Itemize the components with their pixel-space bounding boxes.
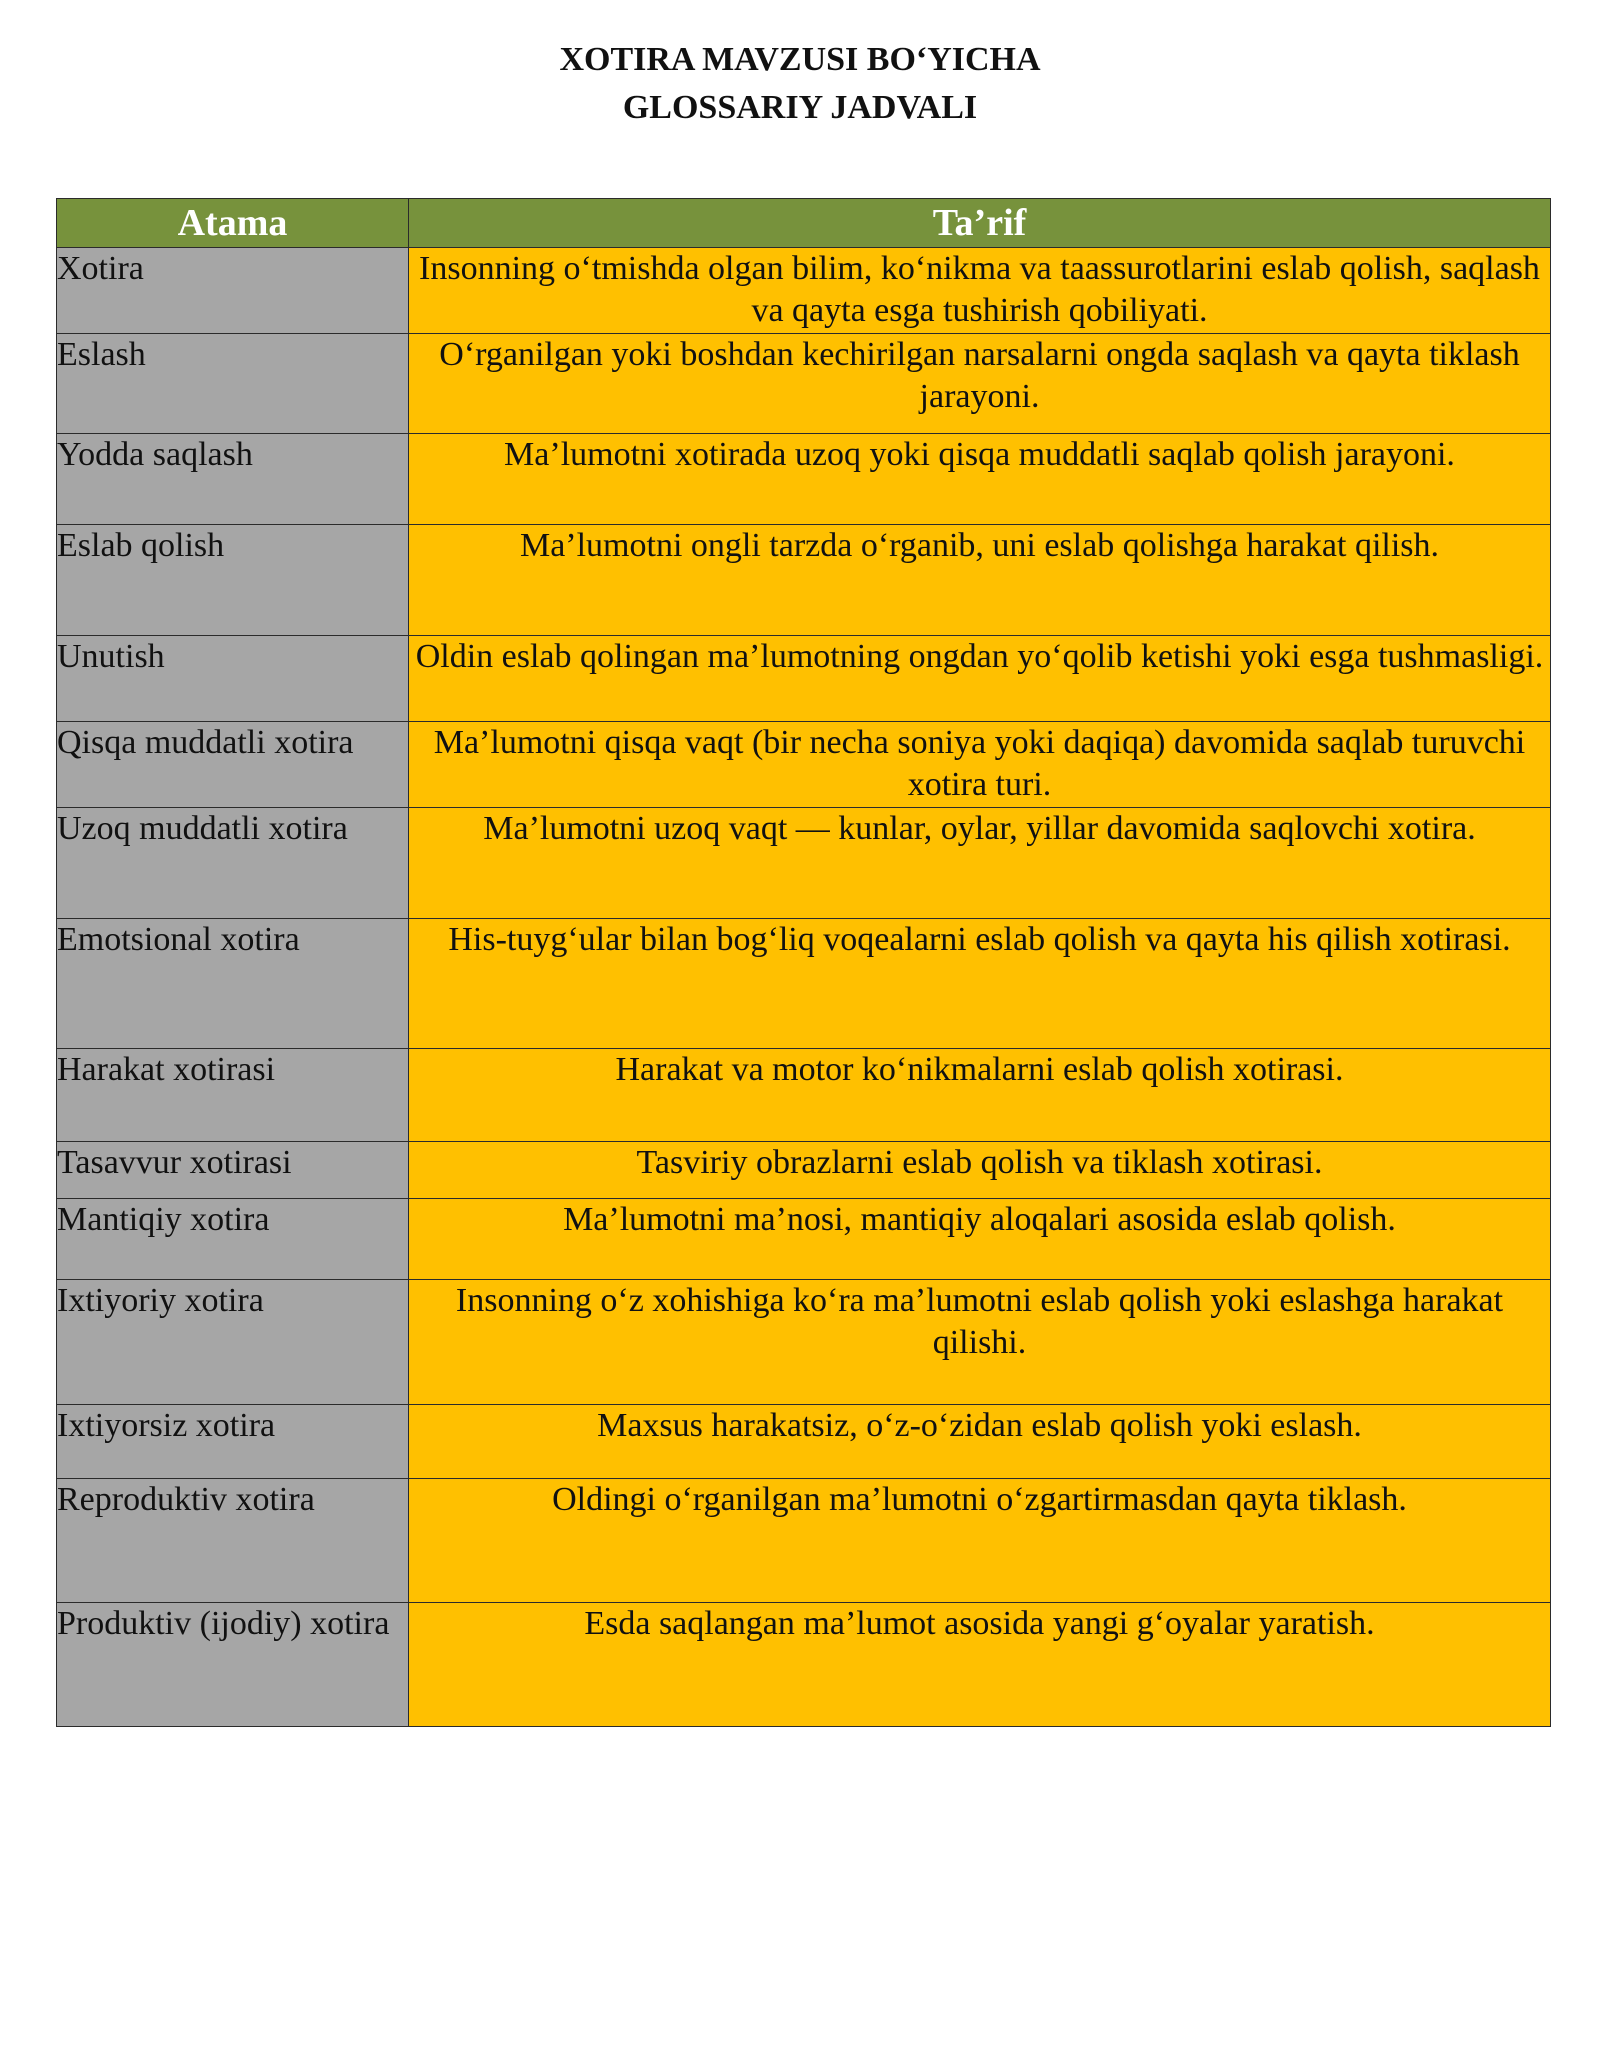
table-row (57, 722, 1551, 808)
header-term: Atama (57, 199, 409, 248)
definition-cell: Esda saqlangan ma’lumot asosida yangi g‘oyalar yaratish. (409, 1603, 1551, 1727)
table-row (57, 919, 1551, 1049)
term-cell: Emotsional xotira (57, 919, 409, 1049)
definition-cell: Insonning o‘tmishda olgan bilim, ko‘nikma va taassurotlarini eslab qolish, saqlash va qayta esga tushirish qobiliyati. (409, 248, 1551, 334)
term-cell: Xotira (57, 248, 409, 334)
header-definition: Ta’rif (409, 199, 1551, 248)
term-cell: Tasavvur xotirasi (57, 1142, 409, 1199)
definition-cell: Oldin eslab qolingan ma’lumotning ongdan yo‘qolib ketishi yoki esga tushmasligi. (409, 636, 1551, 722)
table-row (57, 636, 1551, 722)
definition-cell: O‘rganilgan yoki boshdan kechirilgan narsalarni ongda saqlash va qayta tiklash jarayoni. (409, 334, 1551, 434)
term-cell: Uzoq muddatli xotira (57, 808, 409, 919)
term-cell: Ixtiyoriy xotira (57, 1280, 409, 1405)
definition-cell: Ma’lumotni ongli tarzda o‘rganib, uni eslab qolishga harakat qilish. (409, 525, 1551, 636)
term-cell: Eslash (57, 334, 409, 434)
table-row (57, 248, 1551, 334)
table-row (57, 1405, 1551, 1479)
title-line-2: GLOSSARIY JADVALI (622, 89, 978, 126)
definition-cell: Harakat va motor ko‘nikmalarni eslab qolish xotirasi. (409, 1049, 1551, 1142)
table-row (57, 1280, 1551, 1405)
term-cell: Produktiv (ijodiy) xotira (57, 1603, 409, 1727)
table-row (57, 525, 1551, 636)
term-cell: Reproduktiv xotira (57, 1479, 409, 1603)
definition-cell: Ma’lumotni qisqa vaqt (bir necha soniya yoki daqiqa) davomida saqlab turuvchi xotira turi. (409, 722, 1551, 808)
definition-cell: Ma’lumotni uzoq vaqt — kunlar, oylar, yillar davomida saqlovchi xotira. (409, 808, 1551, 919)
definition-cell: His-tuyg‘ular bilan bog‘liq voqealarni eslab qolish va qayta his qilish xotirasi. (409, 919, 1551, 1049)
table-row (57, 1603, 1551, 1727)
term-cell: Eslab qolish (57, 525, 409, 636)
definition-cell: Ma’lumotni ma’nosi, mantiqiy aloqalari asosida eslab qolish. (409, 1199, 1551, 1280)
definition-cell: Oldingi o‘rganilgan ma’lumotni o‘zgartirmasdan qayta tiklash. (409, 1479, 1551, 1603)
page-title (0, 36, 1600, 132)
term-cell: Qisqa muddatli xotira (57, 722, 409, 808)
glossary-table (56, 198, 1551, 1727)
definition-cell: Insonning o‘z xohishiga ko‘ra ma’lumotni eslab qolish yoki eslashga harakat qilishi. (409, 1280, 1551, 1405)
term-cell: Harakat xotirasi (57, 1049, 409, 1142)
table-row (57, 334, 1551, 434)
table-row (57, 1049, 1551, 1142)
table-row (57, 1199, 1551, 1280)
term-cell: Yodda saqlash (57, 434, 409, 525)
term-cell: Mantiqiy xotira (57, 1199, 409, 1280)
table-row (57, 434, 1551, 525)
definition-cell: Tasviriy obrazlarni eslab qolish va tiklash xotirasi. (409, 1142, 1551, 1199)
term-cell: Ixtiyorsiz xotira (57, 1405, 409, 1479)
table-row (57, 808, 1551, 919)
definition-cell: Ma’lumotni xotirada uzoq yoki qisqa muddatli saqlab qolish jarayoni. (409, 434, 1551, 525)
table-header-row (57, 199, 1551, 248)
definition-cell: Maxsus harakatsiz, o‘z-o‘zidan eslab qolish yoki eslash. (409, 1405, 1551, 1479)
table-row (57, 1479, 1551, 1603)
term-cell: Unutish (57, 636, 409, 722)
title-line-1: XOTIRA MAVZUSI BO‘YICHA (559, 41, 1041, 78)
table-row (57, 1142, 1551, 1199)
